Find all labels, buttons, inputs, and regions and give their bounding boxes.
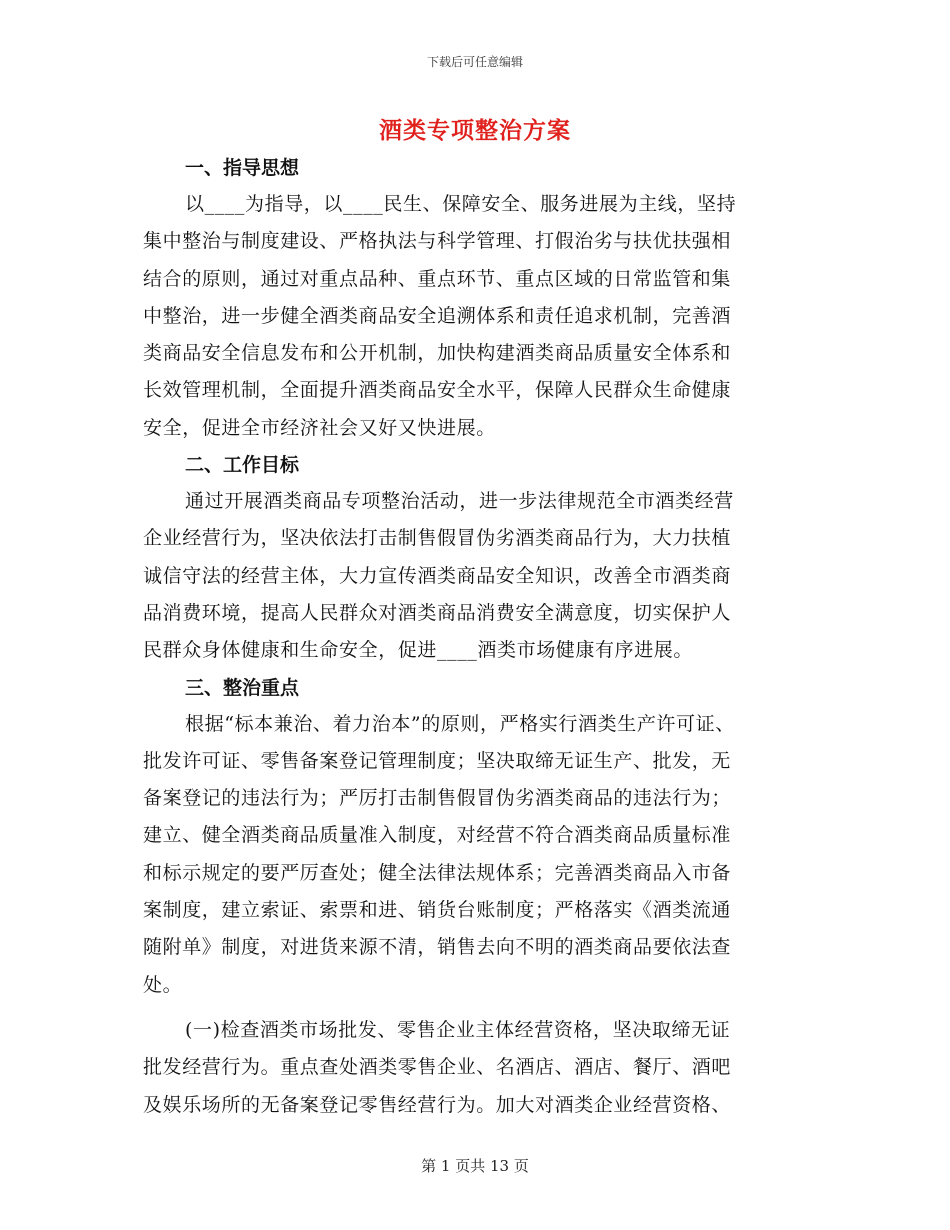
paragraph-line: 类商品安全信息发布和公开机制，加快构建酒类商品质量安全体系和	[143, 342, 732, 365]
paragraph-line: 和标示规定的要严厉查处；健全法律法规体系；完善酒类商品入市备	[143, 861, 732, 884]
subsection-one	[143, 1012, 808, 1124]
paragraph-line: 诚信守法的经营主体，大力宣传酒类商品安全知识，改善全市酒类商	[143, 564, 732, 587]
paragraph-line: 安全，促进全市经济社会又好又快进展。	[143, 416, 496, 439]
page-number-footer: 第 1 页共 13 页	[421, 1157, 529, 1175]
document-body	[143, 150, 808, 1124]
page-header-note: 下载后可任意编辑	[426, 55, 523, 69]
section-heading: 三、整治重点	[185, 676, 300, 699]
paragraph-line: (一)检查酒类市场批发、零售企业主体经营资格，坚决取缔无证	[185, 1018, 731, 1041]
paragraph-line: 企业经营行为，坚决依法打击制售假冒伪劣酒类商品行为，大力扶植	[143, 527, 732, 550]
section-heading: 一、指导思想	[185, 157, 300, 179]
section-work-goals	[143, 447, 808, 669]
paragraph-line: 民群众身体健康和生命安全，促进____酒类市场健康有序进展。	[143, 639, 694, 662]
paragraph-line: 结合的原则，通过对重点品种、重点环节、重点区域的日常监管和集	[143, 267, 732, 290]
paragraph-line: 中整治，进一步健全酒类商品安全追溯体系和责任追求机制，完善酒	[143, 304, 732, 327]
section-guiding-ideology	[143, 150, 808, 447]
paragraph-line: 长效管理机制，全面提升酒类商品安全水平，保障人民群众生命健康	[143, 379, 732, 402]
paragraph-line: 备案登记的违法行为；严厉打击制售假冒伪劣酒类商品的违法行为；	[143, 787, 732, 810]
paragraph-line: 随附单》制度，对进货来源不清，销售去向不明的酒类商品要依法查	[143, 936, 732, 959]
paragraph-line: 集中整治与制度建设、严格执法与科学管理、打假治劣与扶优扶强相	[143, 230, 732, 253]
section-rectification-focus	[143, 670, 808, 1004]
paragraph-line: 建立、健全酒类商品质量准入制度，对经营不符合酒类商品质量标准	[143, 824, 732, 847]
section-heading: 二、工作目标	[185, 454, 300, 477]
document-title: 酒类专项整治方案	[379, 117, 571, 144]
paragraph-line: 根据“标本兼治、着力治本”的原则，严格实行酒类生产许可证、	[185, 712, 735, 735]
paragraph-line: 批发经营行为。重点查处酒类零售企业、名酒店、酒店、餐厅、酒吧	[143, 1056, 732, 1079]
paragraph-line: 品消费环境，提高人民群众对酒类商品消费安全满意度，切实保护人	[143, 601, 732, 624]
paragraph-line: 处。	[143, 973, 183, 996]
paragraph-line: 通过开展酒类商品专项整治活动，进一步法律规范全市酒类经营	[185, 490, 734, 513]
paragraph-line: 以____为指导，以____民生、保障安全、服务进展为主线，坚持	[185, 193, 737, 215]
paragraph-line: 案制度，建立索证、索票和进、销货台账制度；严格落实《酒类流通	[143, 899, 732, 922]
paragraph-line: 批发许可证、零售备案登记管理制度；坚决取缔无证生产、批发，无	[143, 749, 732, 772]
paragraph-line: 及娱乐场所的无备案登记零售经营行为。加大对酒类企业经营资格、	[143, 1093, 732, 1116]
